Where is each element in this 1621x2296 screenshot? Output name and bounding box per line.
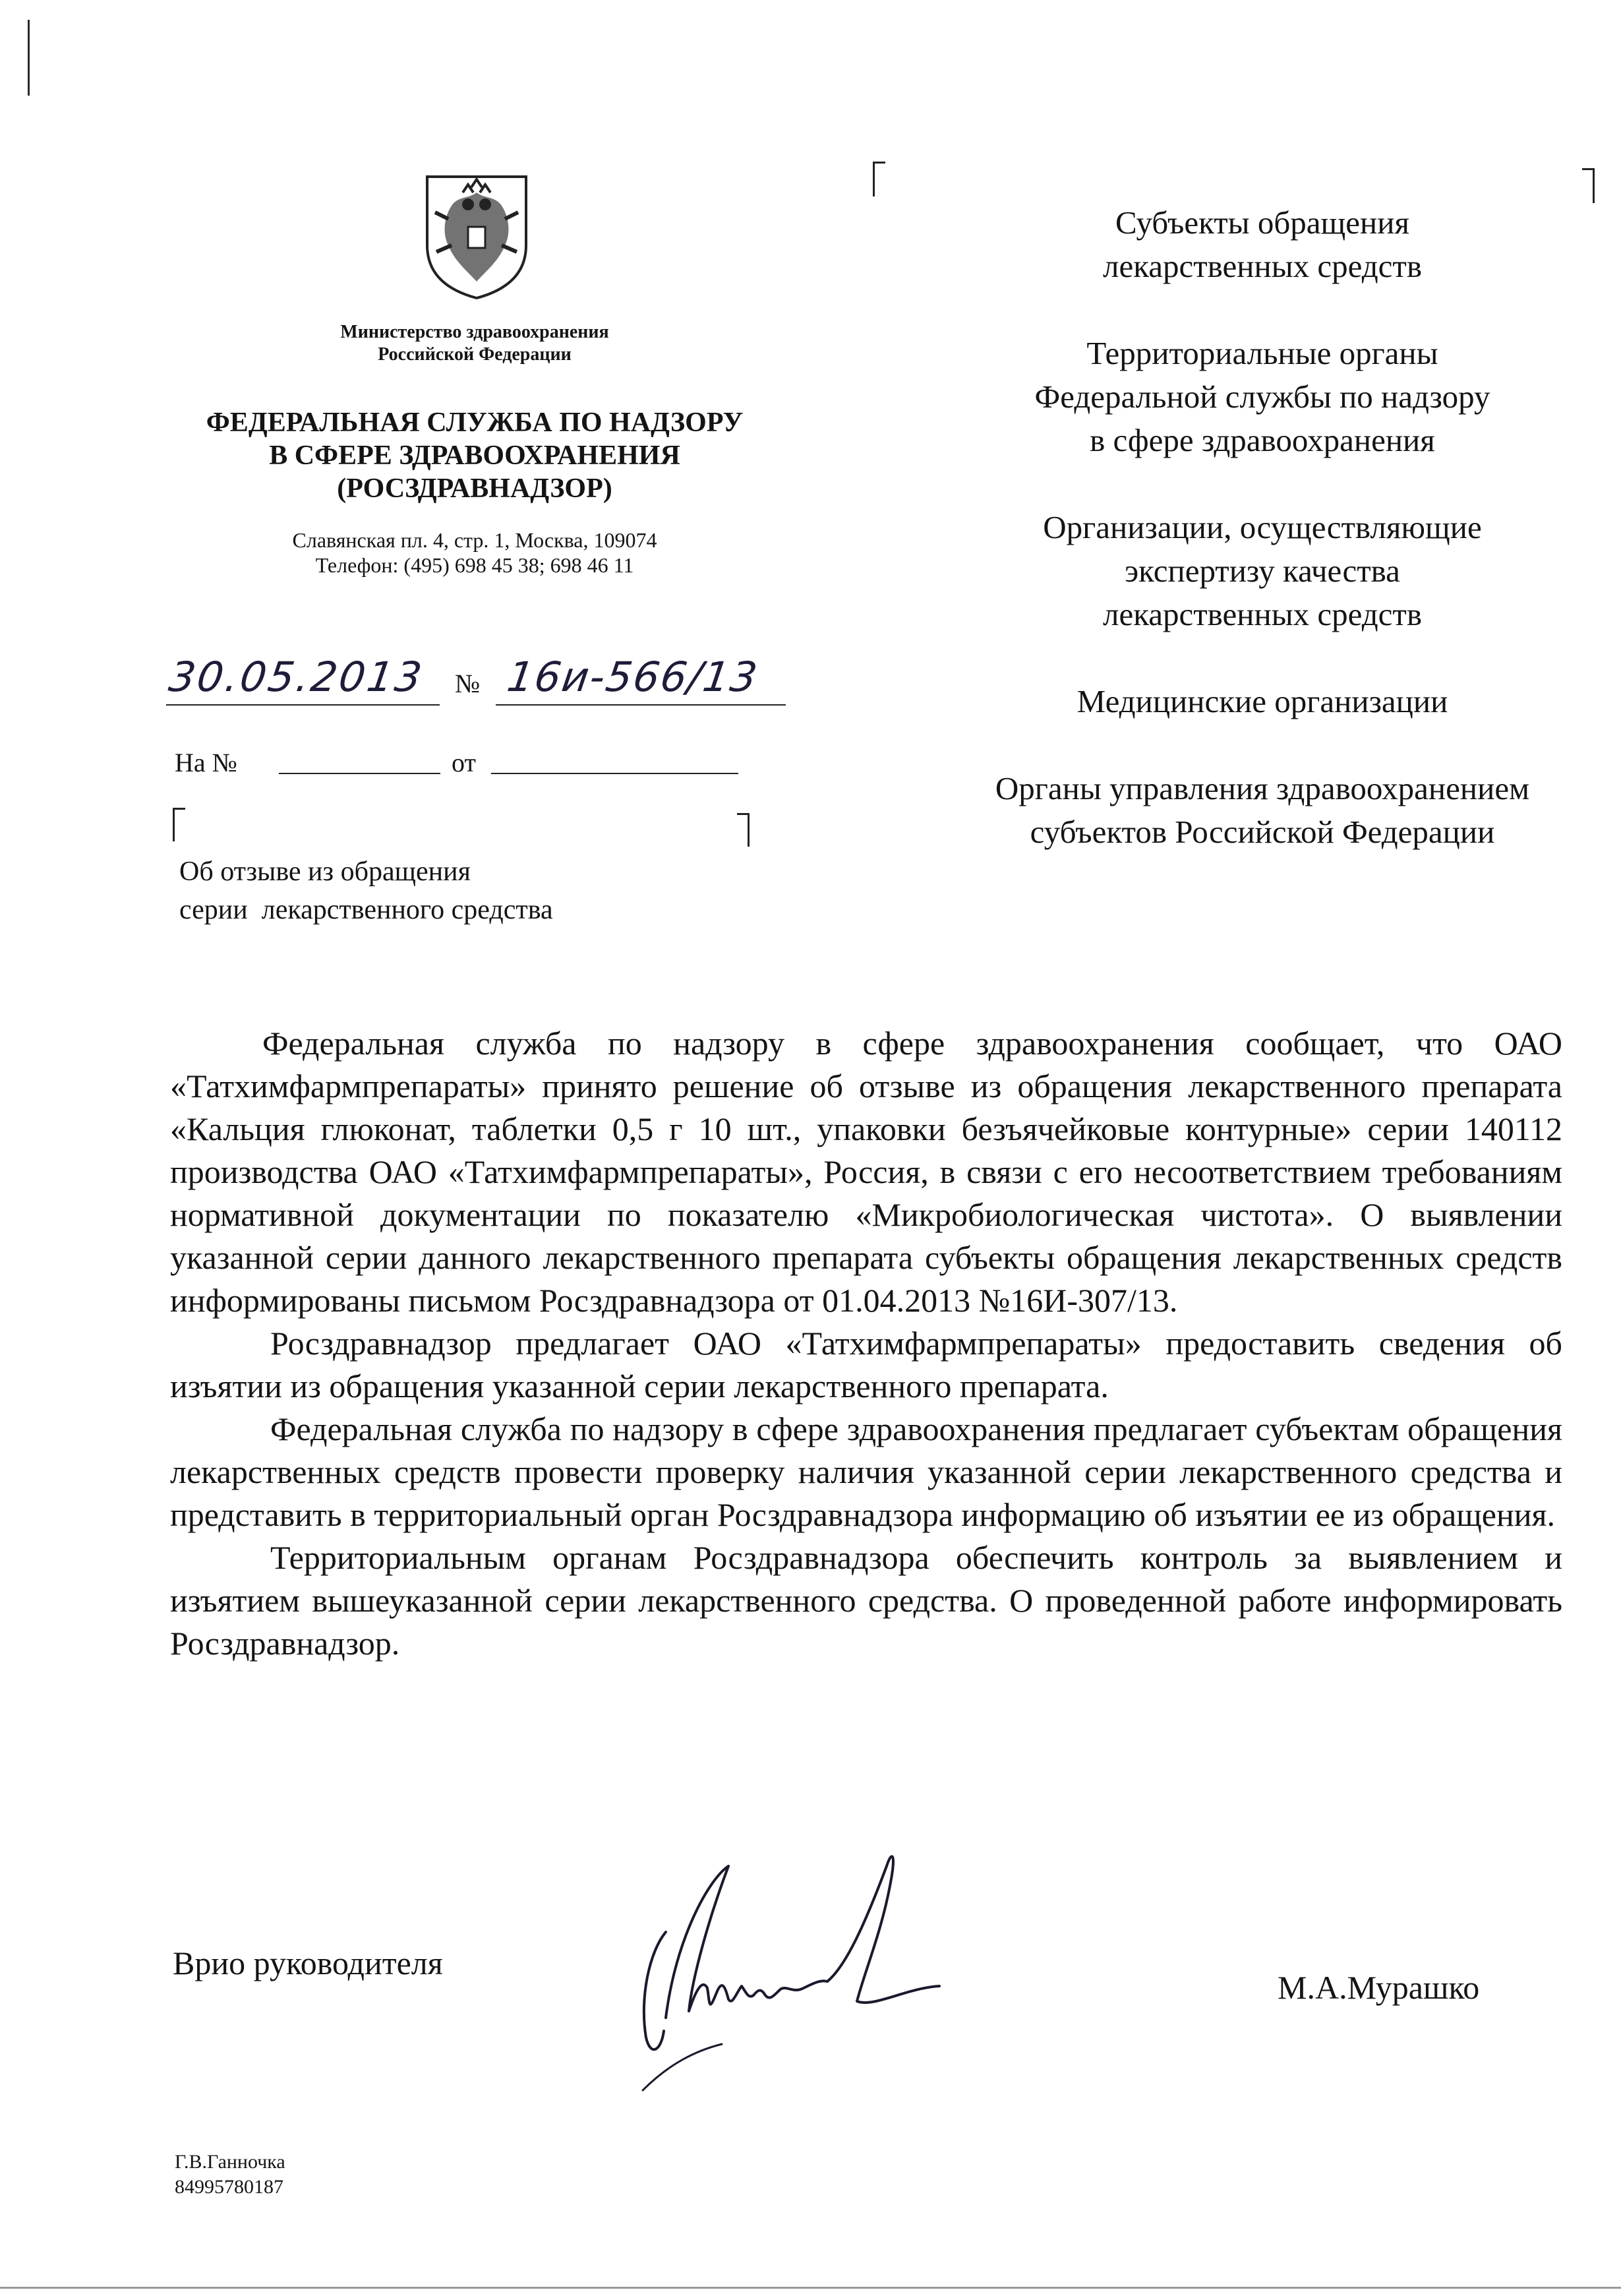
addressee-line: Федеральной службы по надзору: [1034, 378, 1490, 415]
executor-phone: 84995780187: [175, 2176, 283, 2198]
executor-contact: [175, 2150, 285, 2200]
addressee: [910, 680, 1615, 723]
addressee: [910, 767, 1615, 854]
addressee-line: Органы управления здравоохранением: [995, 770, 1530, 806]
body-paragraph: Федеральная служба по надзору в сфере здравоохранения сообщает, что ОАО «Татхимфармпрепараты» принято решение об отзыве из обращения лекарственного препарата «Кальция глюконат, таблетки 0,5 г 10 шт., упаковки безъячейковые контурные» серии 140112 производства ОАО «Татхимфармпрепараты», Россия, в связи с его несоответствием требованиям нормативной документации по показателю «Микробиологическая чистота». О выявлении указанной серии данного лекарственного препарата субъекты обращения лекарственных средств информированы письмом Росздравнадзора от 01.04.2013 №16И-307/13.: [170, 1025, 1562, 1319]
number-label: №: [455, 669, 481, 698]
reference-from-label: от: [452, 748, 476, 777]
reference-label: На №: [175, 748, 237, 777]
body-paragraph: Территориальным органам Росздравнадзора обеспечить контроль за выявлением и изъятием вышеуказанной серии лекарственного средства. О проведенной работе информировать Росздравнадзор.: [170, 1539, 1562, 1662]
agency-address: [218, 528, 732, 578]
agency-name: [152, 406, 798, 505]
addressee-line: субъектов Российской Федерации: [1030, 814, 1495, 850]
addressee-line: Субъекты обращения: [1115, 204, 1409, 241]
ministry-name: [251, 321, 699, 366]
addressee-line: Организации, осуществляющие: [1043, 509, 1482, 545]
subject-line: Об отзыве из обращения: [179, 857, 471, 887]
reference-date-blank: [491, 773, 738, 774]
letter-subject: [179, 853, 707, 929]
executor-name: Г.В.Ганночка: [175, 2151, 285, 2173]
subject-line: серии лекарственного средства: [179, 895, 553, 925]
corner-bracket: [873, 162, 885, 196]
corner-bracket: [173, 808, 185, 841]
reference-number-blank: [279, 773, 440, 774]
registration-date: 30.05.2013: [165, 653, 427, 701]
scan-bottom-edge: [0, 2287, 1621, 2289]
addressee: [910, 506, 1615, 636]
agency-line: В СФЕРЕ ЗДРАВООХРАНЕНИЯ: [269, 440, 680, 471]
addressee-line: Медицинские организации: [1076, 683, 1448, 719]
addressee-line: экспертизу качества: [1125, 553, 1400, 589]
addressee-line: лекарственных средств: [1103, 248, 1422, 284]
addressee: [910, 332, 1615, 462]
coat-of-arms-icon: [422, 173, 531, 301]
body-paragraph: Федеральная служба по надзору в сфере здравоохранения предлагает субъектам обращения лекарственных средств провести проверку наличия указанной серии лекарственного средства и представить в территориальный орган Росздравнадзора информацию об изъятии ее из обращения.: [170, 1410, 1562, 1533]
addressee: [910, 201, 1615, 288]
corner-bracket: [737, 813, 750, 847]
phone-line: Телефон: (495) 698 45 38; 698 46 11: [315, 553, 634, 577]
number-underline: [496, 704, 786, 706]
signer-position: Врио руководителя: [173, 1945, 443, 1981]
date-underline: [166, 704, 440, 706]
signer-name: М.А.Мурашко: [1278, 1969, 1480, 2006]
ministry-line: Министерство здравоохранения: [340, 322, 609, 342]
ministry-line: Российской Федерации: [378, 344, 572, 365]
addressee-line: лекарственных средств: [1103, 596, 1422, 632]
corner-bracket: [1582, 168, 1595, 203]
scan-edge-mark: [28, 20, 30, 96]
handwritten-signature: [630, 1840, 972, 2117]
registration-number: 16и-566/13: [504, 653, 761, 701]
addressee-line: в сфере здравоохранения: [1090, 422, 1435, 458]
agency-line: (РОСЗДРАВНАДЗОР): [337, 473, 612, 504]
addressee-list: [910, 201, 1615, 854]
agency-line: ФЕДЕРАЛЬНАЯ СЛУЖБА ПО НАДЗОРУ: [206, 408, 744, 438]
addressee-line: Территориальные органы: [1086, 335, 1438, 371]
letter-body: [170, 1022, 1562, 1665]
address-line: Славянская пл. 4, стр. 1, Москва, 109074: [292, 528, 657, 552]
body-paragraph: Росздравнадзор предлагает ОАО «Татхимфармпрепараты» предоставить сведения об изъятии из обращения указанной серии лекарственного препарата.: [170, 1325, 1562, 1405]
